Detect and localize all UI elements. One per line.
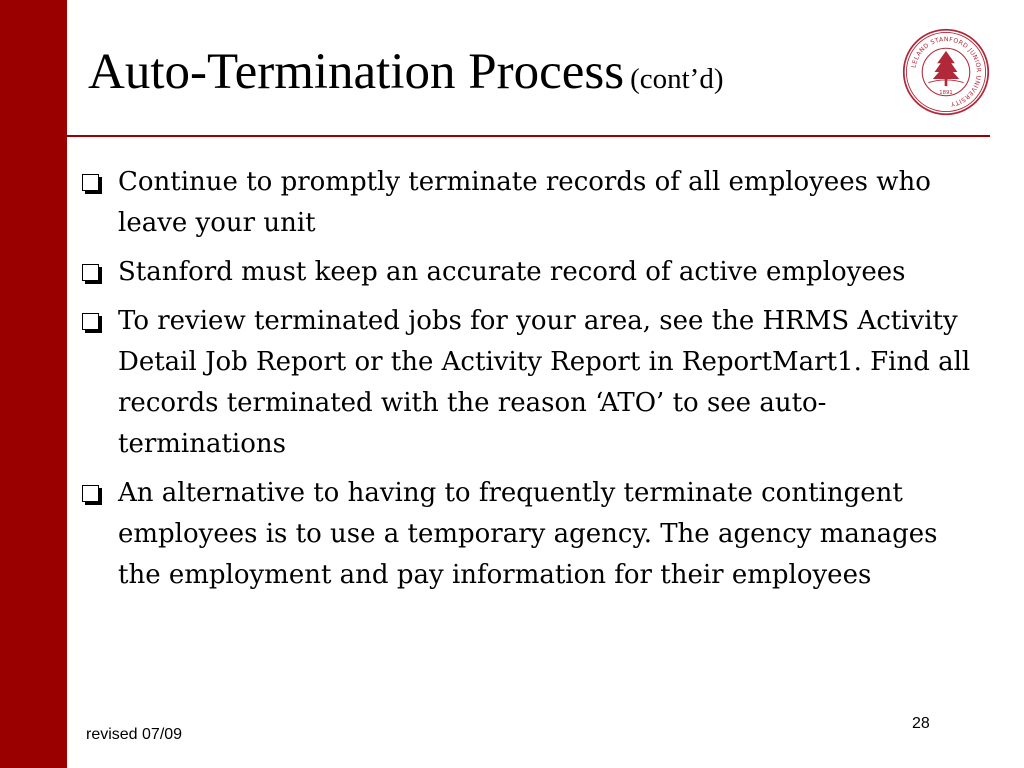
- bullet-text: Continue to promptly terminate records of all employees who leave your unit: [118, 167, 931, 238]
- bullet-list: [80, 162, 980, 604]
- title-divider: [67, 135, 990, 137]
- title-text: Auto-Termination Process: [88, 44, 625, 100]
- bullet-text: To review terminated jobs for your area, see the HRMS Activity Detail Job Report or the Activity Report in ReportMart1. Find all records terminated with the reason ‘ATO’ to see auto-terminations: [118, 306, 971, 459]
- bullet-item: [80, 162, 980, 244]
- bullet-item: [80, 473, 980, 596]
- revision-footer: revised 07/09: [86, 726, 183, 743]
- checkbox-bullet-icon: [82, 264, 99, 281]
- checkbox-bullet-icon: [82, 174, 99, 191]
- bullet-item: [80, 301, 980, 465]
- bullet-item: [80, 252, 980, 293]
- slide-title: [88, 44, 723, 100]
- bullet-text: An alternative to having to frequently terminate contingent employees is to use a temporary agency. The agency manages the employment and pay information for their employees: [118, 478, 938, 590]
- checkbox-bullet-icon: [82, 485, 99, 502]
- checkbox-bullet-icon: [82, 313, 99, 330]
- left-accent-bar: [0, 0, 67, 768]
- stanford-seal-logo: [902, 28, 990, 116]
- seal-ring-text: LELAND STANFORD JUNIOR UNIVERSITY: [910, 36, 982, 108]
- title-subtitle: (cont’d): [630, 63, 724, 95]
- bullet-text: Stanford must keep an accurate record of active employees: [118, 257, 906, 287]
- seal-year: 1891: [939, 90, 953, 96]
- page-number: 28: [912, 715, 930, 732]
